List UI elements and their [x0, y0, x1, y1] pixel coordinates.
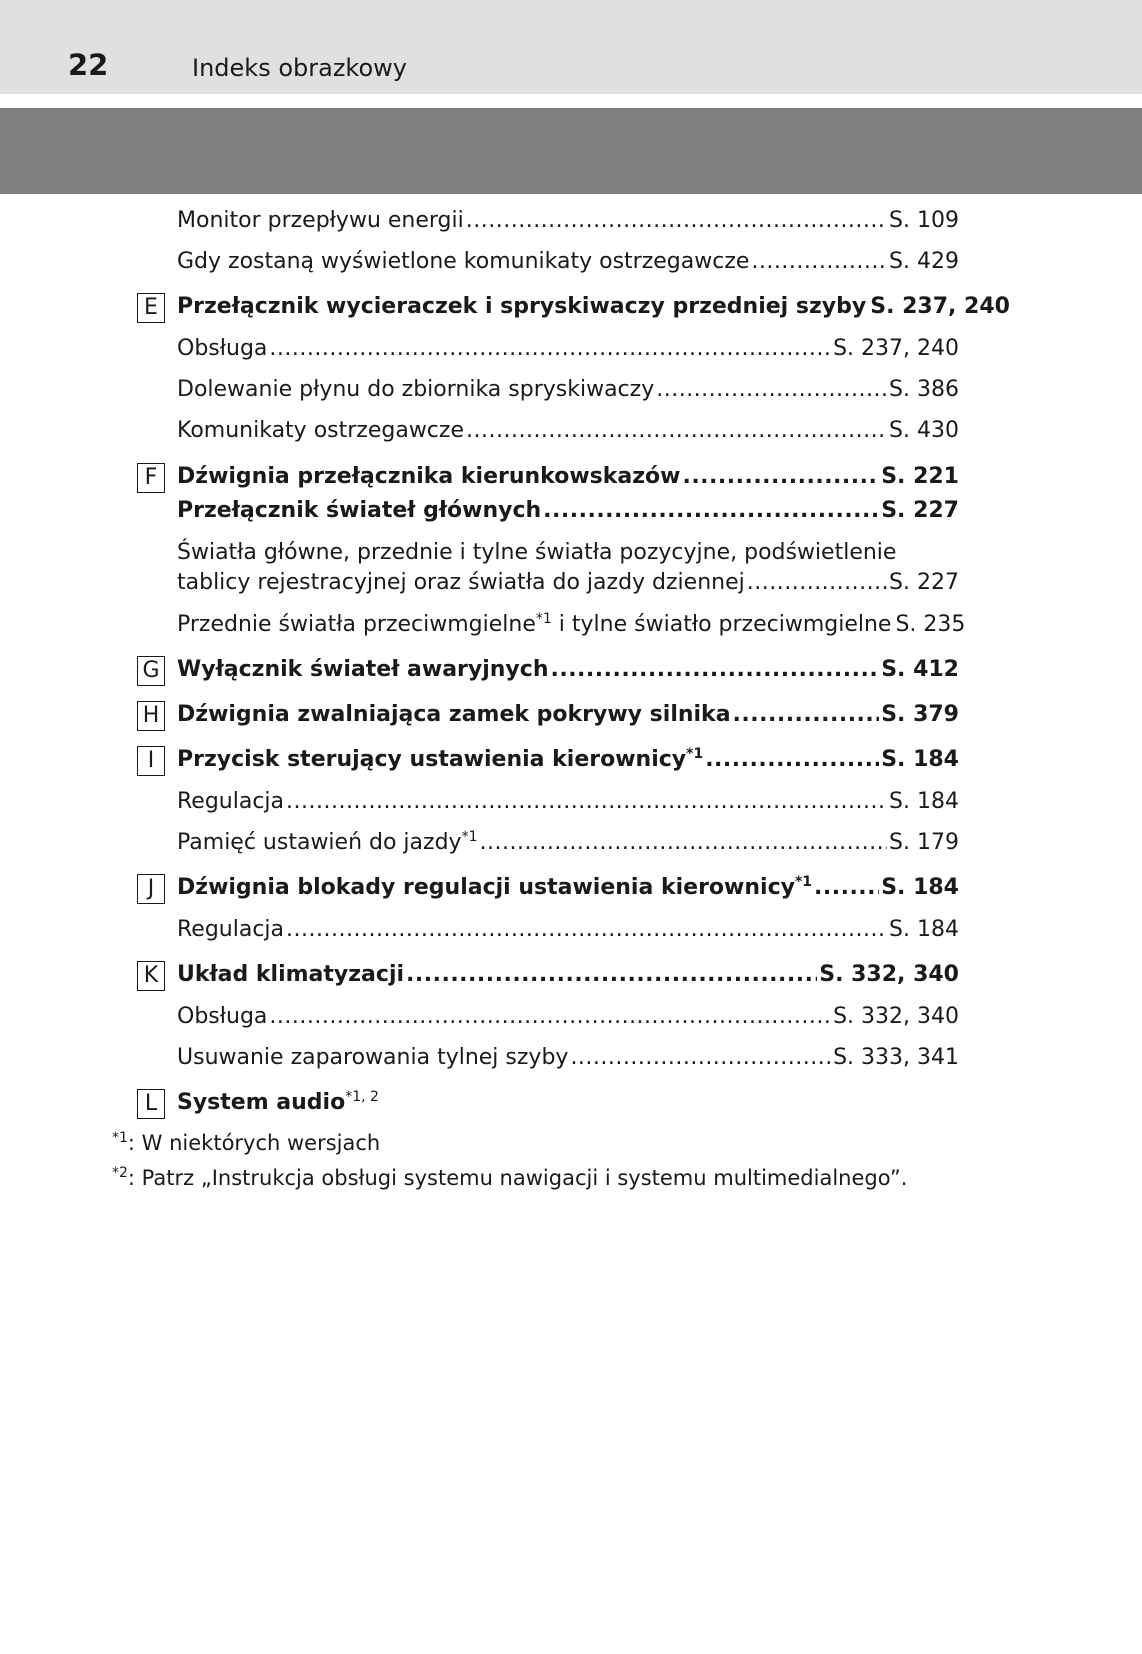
index-entry: Regulacja ..... S. 184 — [177, 915, 959, 945]
index-entry-main: Dźwignia blokady regulacji ustawienia kierownicy$^{*1}$ ..... S. 184 — [177, 873, 959, 903]
page-number: 22 — [68, 48, 109, 82]
letter-box-e: E — [137, 293, 165, 323]
page-header — [0, 0, 1142, 94]
letter-box-f: F — [137, 463, 165, 493]
index-entry: Gdy zostaną wyświetlone komunikaty ostrzegawcze ..... S. 429 — [177, 247, 959, 277]
index-entry: Dolewanie płynu do zbiornika spryskiwaczy ..... S. 386 — [177, 375, 959, 405]
letter-box-g: G — [137, 656, 165, 686]
letter-box-i: I — [137, 746, 165, 776]
letter-box-h: H — [137, 701, 165, 731]
index-entry-main: System audio$^{*1, 2}$ — [177, 1089, 379, 1115]
index-entry: Przednie światła przeciwmgielne$^{*1}$ i tylne światło przeciwmgielne S. 235 — [177, 611, 966, 637]
index-entry-main: Przełącznik świateł głównych ..... S. 227 — [177, 496, 959, 526]
index-entry-main: Przycisk sterujący ustawienia kierownicy$^{*1}$ ..... S. 184 — [177, 745, 959, 775]
letter-box-l: L — [137, 1089, 165, 1119]
index-entry: Obsługa ..... S. 332, 340 — [177, 1002, 959, 1032]
index-entry-main: Dźwignia przełącznika kierunkowskazów ..... S. 221 — [177, 462, 959, 492]
index-entry-multiline: Światła główne, przednie i tylne światła pozycyjne, podświetlenie — [177, 540, 897, 565]
index-entry: Pamięć ustawień do jazdy$^{*1}$ ..... S. 179 — [177, 828, 959, 858]
index-entry: Monitor przepływu energii ..... S. 109 — [177, 206, 959, 236]
letter-box-j: J — [137, 874, 165, 904]
index-entry-main: Układ klimatyzacji ..... S. 332, 340 — [177, 960, 959, 990]
index-entry: Komunikaty ostrzegawcze ..... S. 430 — [177, 416, 959, 446]
index-entry: Obsługa ..... S. 237, 240 — [177, 334, 959, 364]
index-entry: Regulacja ..... S. 184 — [177, 787, 959, 817]
index-entry: Usuwanie zaparowania tylnej szyby ..... S. 333, 341 — [177, 1043, 959, 1073]
letter-box-k: K — [137, 961, 165, 991]
header-band — [0, 108, 1142, 194]
footnote-2: $^{*2}$: Patrz „Instrukcja obsługi systemu nawigacji i systemu multimedialnego”. — [112, 1165, 908, 1190]
index-entry-main: Przełącznik wycieraczek i spryskiwaczy przedniej szyby S. 237, 240 — [177, 294, 1010, 319]
index-entry: tablicy rejestracyjnej oraz światła do jazdy dziennej ..... S. 227 — [177, 568, 959, 598]
index-entry-main: Wyłącznik świateł awaryjnych ..... S. 412 — [177, 655, 959, 685]
section-title: Indeks obrazkowy — [192, 54, 407, 82]
index-entry-main: Dźwignia zwalniająca zamek pokrywy silnika ..... S. 379 — [177, 700, 959, 730]
footnote-1: $^{*1}$: W niektórych wersjach — [112, 1130, 381, 1155]
